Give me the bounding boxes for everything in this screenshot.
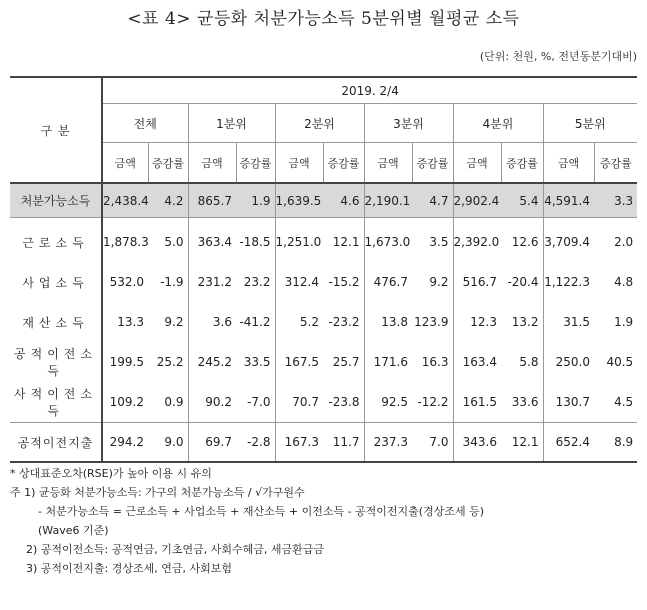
rate-cell: 4.5 (614, 395, 634, 409)
table-row (10, 222, 637, 262)
table-row (10, 342, 637, 382)
rate-cell: 12.1 (332, 235, 360, 249)
amount-cell: 199.5 (102, 342, 148, 382)
rate-cell: 8.9 (594, 423, 637, 463)
note-2: 2) 공적이전소득: 공적연금, 기초연금, 사회수혜금, 세금환급금 (26, 543, 324, 556)
rate-cell: -18.5 (239, 235, 271, 249)
rate-cell: -7.0 (247, 395, 271, 409)
rate-cell: 3.5 (429, 235, 449, 249)
amount-cell: 2,902.4 (453, 183, 501, 218)
rate-cell: -12.2 (417, 395, 449, 409)
amount-cell: 250.0 (543, 342, 594, 382)
table-row (10, 382, 637, 423)
rate-cell: 13.2 (511, 315, 539, 329)
sub-header-rate: 증감률 (323, 143, 364, 184)
sub-header-amount: 금액 (543, 143, 594, 184)
rate-cell: -41.2 (239, 315, 271, 329)
amount-cell: 312.4 (275, 262, 323, 302)
rate-cell: 12.6 (511, 235, 539, 249)
note-1-formula: - 처분가능소득 = 근로소득 + 사업소득 + 재산소득 + 이전소득 - 공적이전지출(경상조세 등) (38, 505, 485, 518)
rate-cell: 33.5 (243, 355, 271, 369)
amount-cell: 532.0 (102, 262, 148, 302)
group-header: 4분위 (453, 104, 543, 143)
rate-cell: 2.0 (614, 235, 634, 249)
note-1: 주 1) 균등화 처분가능소득: 가구의 처분가능소득 / √가구원수 (10, 486, 305, 499)
sub-header-rate: 증감률 (501, 143, 543, 184)
amount-cell: 652.4 (543, 423, 594, 463)
rate-cell: 33.6 (511, 395, 539, 409)
group-header: 5분위 (543, 104, 637, 143)
rate-cell: -20.4 (507, 275, 539, 289)
sub-header-amount: 금액 (364, 143, 412, 184)
rate-cell: 0.9 (164, 395, 184, 409)
amount-cell: 476.7 (364, 262, 412, 302)
rate-cell: 4.7 (412, 183, 453, 218)
amount-cell: 2,190.1 (364, 183, 412, 218)
amount-cell: 237.3 (364, 423, 412, 463)
rate-cell: 9.2 (164, 315, 184, 329)
amount-cell: 1,122.3 (543, 262, 594, 302)
rate-cell: 9.2 (429, 275, 449, 289)
rate-cell: 1.9 (236, 183, 275, 218)
row-label: 사업소득 (22, 275, 89, 290)
sub-header-amount: 금액 (188, 143, 236, 184)
amount-cell: 1,639.5 (275, 183, 323, 218)
income-table (10, 76, 637, 463)
rate-cell: -1.9 (160, 275, 184, 289)
group-header: 3분위 (364, 104, 453, 143)
rate-cell: 25.2 (156, 355, 184, 369)
table-row (10, 302, 637, 342)
rate-cell: 5.4 (501, 183, 543, 218)
rate-cell: -15.2 (328, 275, 360, 289)
rate-cell: 1.9 (614, 315, 634, 329)
note-1-basis: (Wave6 기준) (38, 524, 109, 537)
amount-cell: 231.2 (188, 262, 236, 302)
row-label: 재산소득 (22, 315, 89, 330)
rate-cell: 16.3 (421, 355, 449, 369)
sub-header-rate: 증감률 (148, 143, 188, 184)
amount-cell: 1,673.0 (364, 222, 412, 262)
rate-cell: 23.2 (243, 275, 271, 289)
amount-cell: 130.7 (543, 382, 594, 423)
amount-cell: 31.5 (543, 302, 594, 342)
group-header: 1분위 (188, 104, 275, 143)
sub-header-rate: 증감률 (594, 143, 637, 184)
sub-header-amount: 금액 (453, 143, 501, 184)
amount-cell: 343.6 (453, 423, 501, 463)
rate-cell: -23.2 (328, 315, 360, 329)
rate-cell: 4.8 (614, 275, 634, 289)
amount-cell: 2,392.0 (453, 222, 501, 262)
amount-cell: 2,438.4 (102, 183, 148, 218)
footnotes (10, 464, 484, 578)
rate-cell: 40.5 (606, 355, 634, 369)
amount-cell: 4,591.4 (543, 183, 594, 218)
amount-cell: 13.8 (364, 302, 412, 342)
amount-cell: 516.7 (453, 262, 501, 302)
amount-cell: 1,878.3 (102, 222, 148, 262)
sub-header-amount: 금액 (275, 143, 323, 184)
rate-cell: 25.7 (332, 355, 360, 369)
row-label: 처분가능소득 (10, 183, 102, 218)
amount-cell: 12.3 (453, 302, 501, 342)
group-header: 전체 (102, 104, 188, 143)
period-header: 2019. 2/4 (102, 77, 637, 104)
rate-cell: 4.6 (323, 183, 364, 218)
row-label: 공적이전지출 (10, 423, 102, 463)
amount-cell: 161.5 (453, 382, 501, 423)
amount-cell: 363.4 (188, 222, 236, 262)
amount-cell: 109.2 (102, 382, 148, 423)
sub-header-rate: 증감률 (412, 143, 453, 184)
amount-cell: 3,709.4 (543, 222, 594, 262)
rate-cell: 7.0 (412, 423, 453, 463)
rate-cell: 123.9 (414, 315, 449, 329)
rse-note: * 상대표준오차(RSE)가 높아 이용 시 유의 (10, 467, 212, 480)
row-label: 공적이전소득 (14, 347, 97, 378)
unit-note: (단위: 천원, %, 전년동분기대비) (479, 50, 637, 63)
amount-cell: 3.6 (188, 302, 236, 342)
rate-cell: 3.3 (594, 183, 637, 218)
table-row (10, 183, 637, 218)
rate-cell: 11.7 (323, 423, 364, 463)
sub-header-amount: 금액 (102, 143, 148, 184)
amount-cell: 163.4 (453, 342, 501, 382)
amount-cell: 294.2 (102, 423, 148, 463)
rate-cell: -23.8 (328, 395, 360, 409)
amount-cell: 13.3 (102, 302, 148, 342)
table-title: <표 4> 균등화 처분가능소득 5분위별 월평균 소득 (127, 9, 520, 29)
amount-cell: 90.2 (188, 382, 236, 423)
rate-cell: 5.8 (519, 355, 539, 369)
amount-cell: 865.7 (188, 183, 236, 218)
amount-cell: 167.3 (275, 423, 323, 463)
note-3: 3) 공적이전지출: 경상조세, 연금, 사회보험 (26, 562, 232, 575)
row-label-header: 구 분 (10, 77, 102, 183)
rate-cell: 4.2 (148, 183, 188, 218)
amount-cell: 92.5 (364, 382, 412, 423)
table-row (10, 262, 637, 302)
amount-cell: 69.7 (188, 423, 236, 463)
amount-cell: 1,251.0 (275, 222, 323, 262)
rate-cell: 9.0 (148, 423, 188, 463)
amount-cell: 5.2 (275, 302, 323, 342)
row-label: 근로소득 (22, 235, 89, 250)
table-row (10, 423, 637, 463)
group-header: 2분위 (275, 104, 364, 143)
sub-header-rate: 증감률 (236, 143, 275, 184)
amount-cell: 167.5 (275, 342, 323, 382)
row-label: 사적이전소득 (14, 387, 97, 418)
rate-cell: -2.8 (236, 423, 275, 463)
amount-cell: 245.2 (188, 342, 236, 382)
rate-cell: 12.1 (501, 423, 543, 463)
rate-cell: 5.0 (164, 235, 184, 249)
amount-cell: 171.6 (364, 342, 412, 382)
amount-cell: 70.7 (275, 382, 323, 423)
